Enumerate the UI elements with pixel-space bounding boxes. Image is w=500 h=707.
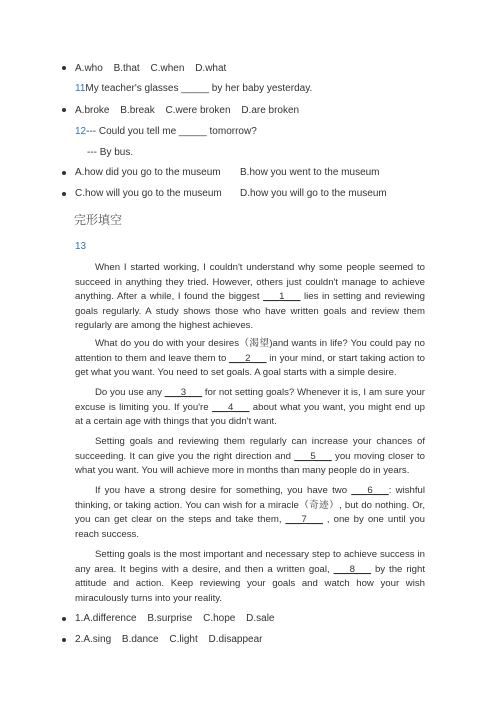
- question-number: 12: [75, 126, 87, 137]
- option-b: B.that: [113, 63, 140, 74]
- blank-3: ___3___: [164, 387, 203, 398]
- question-text: --- Could you tell me _____ tomorrow?: [86, 126, 257, 137]
- list-bullet: [62, 171, 66, 175]
- list-bullet: [62, 617, 66, 621]
- option-a: 1.A.difference: [75, 613, 137, 624]
- question-number: 13: [75, 241, 87, 252]
- q11-options: [75, 104, 307, 117]
- choice-2-options: [75, 633, 270, 646]
- blank-5: ___5___: [294, 450, 332, 462]
- passage-paragraph-5: If you have a strong desire for something, you have two ___6___: wishful thinking, or taking action. You can wish for a miracle（奇迹）, but do nothing. Or, you can get clear on the steps and take them, ___7___ , one by one until you reach success.: [75, 485, 426, 540]
- passage-paragraph-2: What do you do with your desires（渴望)and wants in life? You could pay no attention to them and leave them to ___2___ in your mind, or start taking action to get what you want. You need to set goals. A goal starts with a simple desire.: [75, 338, 425, 379]
- q12-option-c: C.how will you go to the museum: [75, 188, 222, 199]
- option-d: D.are broken: [241, 105, 300, 116]
- blank-8: ___8___: [333, 563, 371, 575]
- option-b: B.surprise: [147, 613, 193, 624]
- q12-option-a: A.how did you go to the museum: [75, 167, 221, 178]
- list-bullet: [62, 192, 66, 196]
- q10-options: [75, 62, 234, 75]
- option-c: C.hope: [203, 613, 236, 624]
- q12-option-b: B.how you went to the museum: [240, 167, 380, 178]
- option-b: B.dance: [121, 634, 159, 645]
- blank-4: ___4___: [212, 401, 250, 413]
- option-c: C.when: [150, 63, 185, 74]
- option-c: C.were broken: [165, 105, 231, 116]
- passage-paragraph-3: Do you use any ___3___ for not setting goals? Whenever it is, I am sure your excuse is limiting you. If you're ___4___ about what you want, you might end up at a certain age with things that you didn't want.: [75, 387, 425, 428]
- option-d: D.disappear: [208, 634, 263, 645]
- q11-stem: [75, 82, 312, 95]
- choice-1-options: [75, 612, 283, 625]
- passage-paragraph-1: When I started working, I couldn't understand why some people seemed to succeed in anything they tried. However, others just couldn't manage to achieve anything. After a while, I found the biggest ___1___ lies in setting and reviewing goals regularly. A study shows those who have written goals and review them regularly are among the highest achieves.: [75, 262, 425, 332]
- option-a: A.broke: [75, 105, 110, 116]
- list-bullet: [62, 66, 66, 70]
- question-text: My teacher's glasses _____ by her baby yesterday.: [85, 83, 313, 94]
- section-heading: 完形填空: [74, 213, 123, 227]
- q12-stem: [75, 125, 257, 138]
- q12-option-d: D.how you will go to the museum: [240, 188, 387, 199]
- option-c: C.light: [169, 634, 198, 645]
- question-number: 11: [75, 83, 86, 94]
- blank-1: ___1___: [263, 291, 301, 303]
- list-bullet: [62, 638, 66, 642]
- option-a: 2.A.sing: [75, 634, 112, 645]
- option-b: B.break: [120, 105, 155, 116]
- option-d: D.sale: [246, 613, 275, 624]
- blank-2: ___2___: [229, 352, 267, 364]
- passage-paragraph-6: Setting goals is the most important and necessary step to achieve success in any area. It begins with a desire, and then a written goal, ___8___ by the right attitude and action. Keep reviewing your goals and watch how your wish miraculously turns into your reality.: [75, 549, 425, 604]
- option-a: A.who: [75, 63, 103, 74]
- blank-6: ___6___: [351, 485, 389, 496]
- passage-paragraph-4: Setting goals and reviewing them regularly can increase your chances of succeeding. It can give you the right direction and ___5___ you moving closer to what you want. You will achieve more in months than many people do in years.: [75, 436, 425, 477]
- list-bullet: [62, 108, 66, 112]
- q12-answer-line: --- By bus.: [87, 147, 134, 158]
- blank-7: ___7___: [285, 514, 323, 526]
- option-d: D.what: [195, 63, 227, 74]
